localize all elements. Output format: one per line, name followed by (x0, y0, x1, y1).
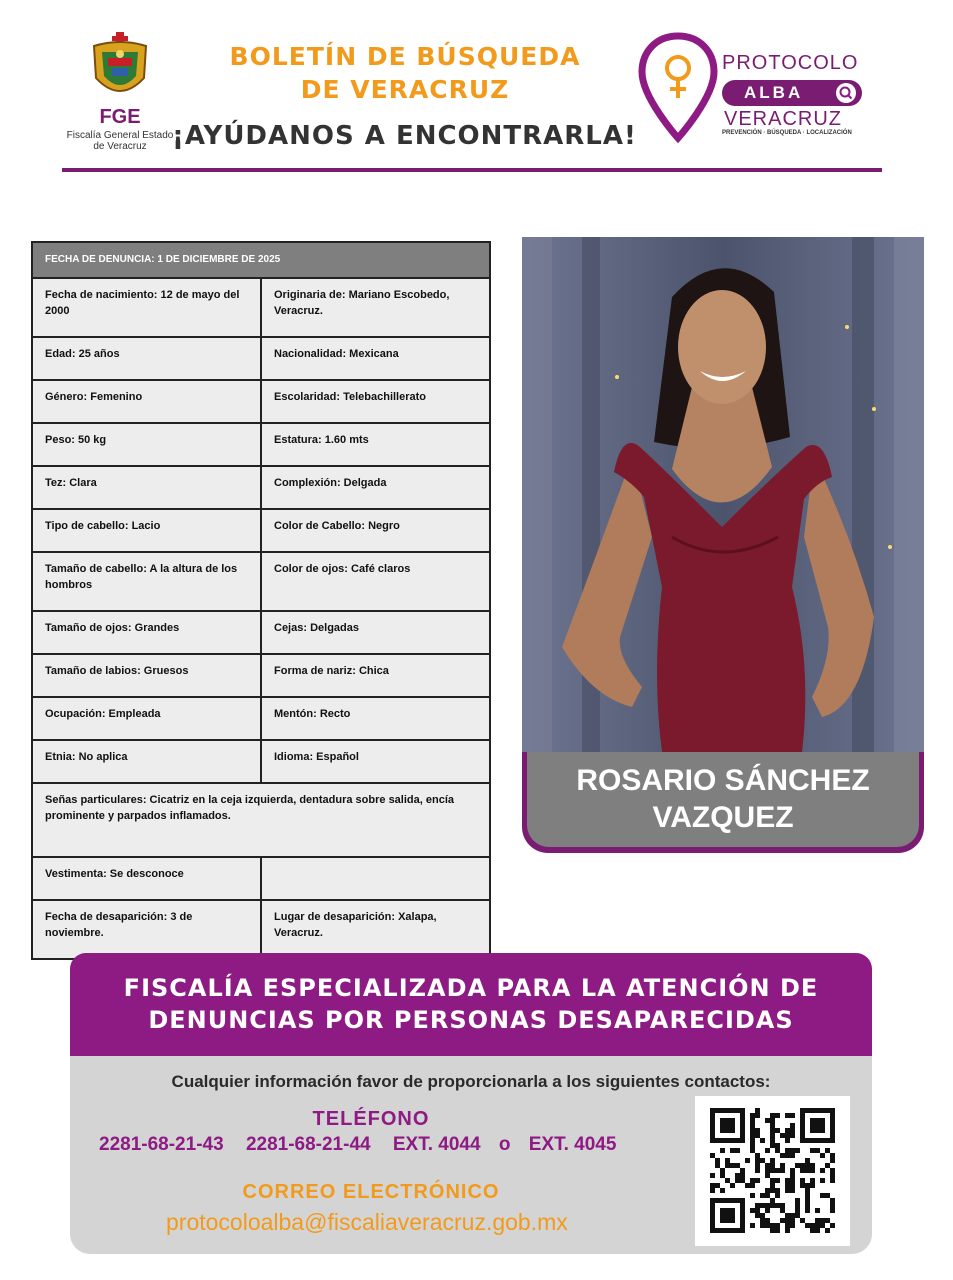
agency-line1: FISCALÍA ESPECIALIZADA PARA LA ATENCIÓN DE (123, 974, 819, 1002)
extension-2: EXT. 4045 (528, 1134, 617, 1155)
clothing-cell: Vestimenta: Se desconoce (32, 857, 261, 900)
fge-full-name: Fiscalía General Estado de Veracruz (66, 130, 174, 152)
alba-tagline: PREVENCIÓN · BÚSQUEDA · LOCALIZACIÓN (722, 130, 852, 136)
protocolo-alba-logo (638, 32, 878, 152)
veracruz-coat-of-arms-icon (88, 32, 152, 104)
phone-numbers (99, 1134, 633, 1156)
fge-abbreviation: FGE (99, 106, 141, 128)
person-name-line1: ROSARIO SÁNCHEZ (576, 764, 870, 797)
age-cell: Edad: 25 años (32, 337, 261, 380)
qr-code-icon (695, 1096, 850, 1246)
occupation-cell: Ocupación: Empleada (32, 697, 261, 740)
hair-color-cell: Color de Cabello: Negro (261, 509, 490, 552)
contact-panel (70, 1056, 872, 1254)
alba-word: ALBA (744, 83, 804, 102)
language-cell: Idioma: Español (261, 740, 490, 783)
distinguishing-marks-cell: Señas particulares: Cicatriz en la ceja izquierda, dentadura sobre salida, encía prominente y parpados inflamados. (32, 783, 490, 857)
skin-tone-cell: Tez: Clara (32, 466, 261, 509)
extension-connector: o (498, 1134, 511, 1155)
location-pin-venus-icon (638, 32, 718, 144)
build-cell: Complexión: Delgada (261, 466, 490, 509)
person-photo-illustration (522, 237, 924, 752)
ethnicity-cell: Etnia: No aplica (32, 740, 261, 783)
nationality-cell: Nacionalidad: Mexicana (261, 337, 490, 380)
missing-person-data-table (31, 241, 491, 960)
person-name-line2: VAZQUEZ (652, 801, 794, 834)
help-find-her-heading: ¡AYÚDANOS A ENCONTRARLA! (172, 121, 637, 151)
nose-shape-cell: Forma de nariz: Chica (261, 654, 490, 697)
alba-pill (722, 80, 862, 106)
extension-1: EXT. 4044 (392, 1134, 481, 1155)
agency-line2: DENUNCIAS POR PERSONAS DESAPARECIDAS (148, 1006, 794, 1034)
header-divider (62, 168, 882, 172)
email-label: CORREO ELECTRÓNICO (242, 1181, 500, 1203)
phone-number-1[interactable]: 2281-68-21-43 (99, 1134, 224, 1155)
height-cell: Estatura: 1.60 mts (261, 423, 490, 466)
chin-cell: Mentón: Recto (261, 697, 490, 740)
report-date-header: FECHA DE DENUNCIA: 1 DE DICIEMBRE DE 2025 (32, 242, 490, 278)
weight-cell: Peso: 50 kg (32, 423, 261, 466)
hair-type-cell: Tipo de cabello: Lacio (32, 509, 261, 552)
birth-date-cell: Fecha de nacimiento: 12 de mayo del 2000 (32, 278, 261, 337)
empty-cell (261, 857, 490, 900)
bulletin-title (200, 40, 610, 106)
phone-number-2[interactable]: 2281-68-21-44 (245, 1134, 371, 1155)
email-address[interactable]: protocoloalba@fiscaliaveracruz.gob.mx (166, 1209, 568, 1235)
contact-intro: Cualquier información favor de proporcionarla a los siguientes contactos: (171, 1072, 771, 1091)
origin-cell: Originaria de: Mariano Escobedo, Veracruz. (261, 278, 490, 337)
fge-logo (66, 30, 174, 155)
gender-cell: Género: Femenino (32, 380, 261, 423)
phone-label: TELÉFONO (312, 1108, 430, 1130)
person-name (527, 752, 919, 847)
qr-code[interactable] (695, 1096, 850, 1246)
schooling-cell: Escolaridad: Telebachillerato (261, 380, 490, 423)
bulletin-title-line1: BOLETÍN DE BÚSQUEDA (229, 42, 581, 71)
lip-size-cell: Tamaño de labios: Gruesos (32, 654, 261, 697)
bulletin-title-line2: DE VERACRUZ (300, 75, 510, 104)
eye-color-cell: Color de ojos: Café claros (261, 552, 490, 611)
alba-veracruz-word: VERACRUZ (724, 108, 843, 130)
eyebrows-cell: Cejas: Delgadas (261, 611, 490, 654)
alba-protocol-word: PROTOCOLO (722, 52, 859, 74)
missing-place-cell: Lugar de desaparición: Xalapa, Veracruz. (261, 900, 490, 959)
magnifier-icon (836, 83, 856, 103)
agency-banner (70, 953, 872, 1056)
person-photo (522, 237, 924, 752)
hair-length-cell: Tamaño de cabello: A la altura de los hombros (32, 552, 261, 611)
missing-date-cell: Fecha de desaparición: 3 de noviembre. (32, 900, 261, 959)
eye-size-cell: Tamaño de ojos: Grandes (32, 611, 261, 654)
